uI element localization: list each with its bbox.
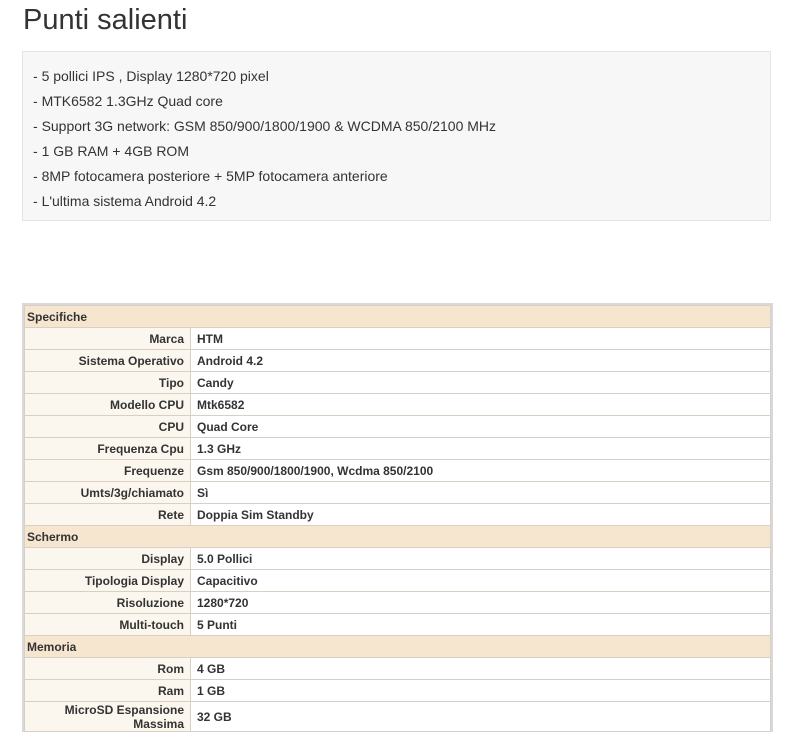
spec-label: Display [25, 548, 191, 570]
highlight-item: - 1 GB RAM + 4GB ROM [33, 139, 770, 164]
highlight-item: - MTK6582 1.3GHz Quad core [33, 89, 770, 114]
highlight-item: - L'ultima sistema Android 4.2 [33, 189, 770, 214]
spec-value: 32 GB [191, 702, 771, 732]
table-row [25, 658, 771, 680]
table-row [25, 592, 771, 614]
spec-label: CPU [25, 416, 191, 438]
highlight-item: - 5 pollici IPS , Display 1280*720 pixel [33, 64, 770, 89]
spec-label: Frequenza Cpu [25, 438, 191, 460]
table-row [25, 394, 771, 416]
spec-value: 5.0 Pollici [191, 548, 771, 570]
spec-value: Doppia Sim Standby [191, 504, 771, 526]
table-row [25, 482, 771, 504]
spec-label: Umts/3g/chiamato [25, 482, 191, 504]
spec-label: Rom [25, 658, 191, 680]
spec-label: Tipo [25, 372, 191, 394]
spec-table-container [22, 303, 773, 732]
spec-value: 1280*720 [191, 592, 771, 614]
spec-label: Frequenze [25, 460, 191, 482]
spec-label: Modello CPU [25, 394, 191, 416]
table-row [25, 328, 771, 350]
section-header-specifiche [25, 306, 771, 328]
spec-label: Tipologia Display [25, 570, 191, 592]
highlights-list [33, 64, 770, 214]
spec-value: 4 GB [191, 658, 771, 680]
spec-value: Gsm 850/900/1800/1900, Wcdma 850/2100 [191, 460, 771, 482]
spec-label: Rete [25, 504, 191, 526]
table-row [25, 702, 771, 732]
spec-value: 1.3 GHz [191, 438, 771, 460]
table-row [25, 372, 771, 394]
spec-label: Sistema Operativo [25, 350, 191, 372]
spec-label: Marca [25, 328, 191, 350]
page-title: Punti salienti [23, 4, 188, 36]
table-row [25, 350, 771, 372]
spec-value: Candy [191, 372, 771, 394]
table-row [25, 570, 771, 592]
table-row [25, 460, 771, 482]
section-title: Memoria [25, 636, 771, 658]
spec-value: Quad Core [191, 416, 771, 438]
spec-label: MicroSD Espansione Massima [25, 702, 191, 732]
section-title: Specifiche [25, 306, 771, 328]
section-header-schermo [25, 526, 771, 548]
highlight-item: - 8MP fotocamera posteriore + 5MP fotocamera anteriore [33, 164, 770, 189]
section-header-memoria [25, 636, 771, 658]
highlight-item: - Support 3G network: GSM 850/900/1800/1900 & WCDMA 850/2100 MHz [33, 114, 770, 139]
table-row [25, 438, 771, 460]
spec-label: Risoluzione [25, 592, 191, 614]
spec-table [24, 305, 771, 732]
spec-value: 1 GB [191, 680, 771, 702]
table-row [25, 680, 771, 702]
spec-value: 5 Punti [191, 614, 771, 636]
highlights-box [22, 51, 771, 221]
table-row [25, 504, 771, 526]
table-row [25, 614, 771, 636]
spec-label: Multi-touch [25, 614, 191, 636]
spec-label: Ram [25, 680, 191, 702]
spec-value: Mtk6582 [191, 394, 771, 416]
section-title: Schermo [25, 526, 771, 548]
spec-value: Capacitivo [191, 570, 771, 592]
spec-value: Android 4.2 [191, 350, 771, 372]
spec-value: Sì [191, 482, 771, 504]
spec-value: HTM [191, 328, 771, 350]
table-row [25, 548, 771, 570]
table-row [25, 416, 771, 438]
